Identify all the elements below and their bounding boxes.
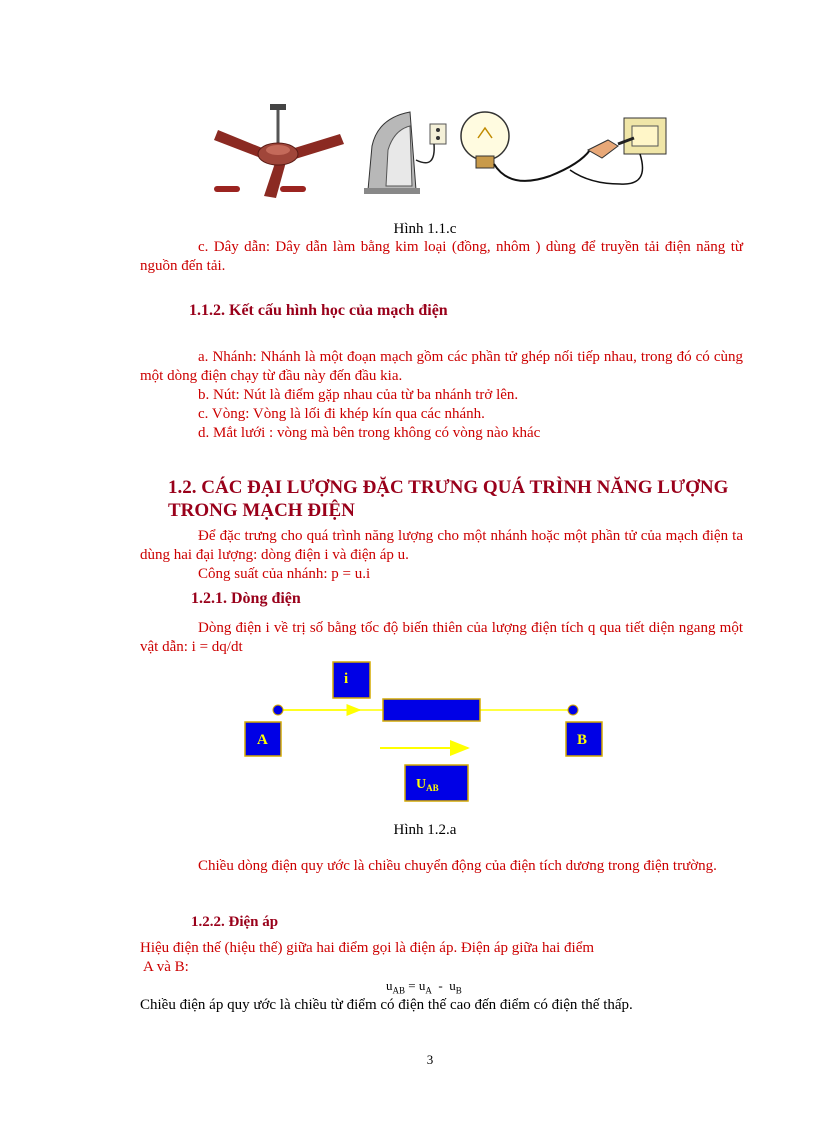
node-a-label: A (257, 732, 268, 748)
formula-sub-a: A (425, 985, 432, 996)
section-1-2-title-line1: 1.2. CÁC ĐẠI LƯỢNG ĐẶC TRƯNG QUÁ TRÌNH NĂNG LƯỢNG (168, 477, 729, 498)
formula-minus: - u (431, 978, 456, 993)
current-label-box (333, 662, 370, 698)
section-1-2-1-text: Dòng điện i về trị số bằng tốc độ biến thiên của lượng điện tích q qua tiết diện ngang một vật dẫn: i = dq/dt (140, 620, 743, 655)
current-label: i (344, 671, 349, 687)
section-1-2-1-title: 1.2.1. Dòng điện (191, 590, 301, 607)
section-1-2-intro: Để đặc trưng cho quá trình năng lượng cho một nhánh hoặc một phần tử của mạch điện ta dùng hai đại lượng: dòng điện i và điện áp u. (140, 528, 743, 563)
section-1-2-title-line2: TRONG MẠCH ĐIỆN (168, 500, 355, 521)
voltage-direction-text: Chiều điện áp quy ước là chiều từ điểm có điện thế cao đến điểm có điện thế thấp. (140, 997, 633, 1013)
voltage-label: $U_{AB}$ (416, 777, 439, 793)
ceiling-fan-icon (214, 104, 344, 198)
figure-1-2a-caption: Hình 1.2.a (393, 822, 457, 838)
iron-icon (364, 112, 446, 194)
formula-u1: u (386, 978, 393, 993)
node-b-dot (568, 705, 578, 715)
figure-1-1c-caption: Hình 1.1.c (393, 221, 457, 237)
power-plug-icon (570, 118, 666, 184)
figure-1-2a (240, 658, 610, 806)
node-b-label: B (577, 732, 588, 748)
formula-eq: = u (405, 978, 426, 993)
section-1-1-2-item-d: d. Mắt lưới : vòng mà bên trong không có vòng nào khác (198, 425, 541, 441)
section-1-2-power: Công suất của nhánh: p = u.i (198, 566, 371, 582)
figure-1-1c (210, 100, 670, 200)
section-1-1-2-title: 1.1.2. Kết cấu hình học của mạch điện (189, 302, 448, 319)
formula-sub-ab: AB (392, 985, 406, 996)
formula-sub-b: B (455, 985, 462, 996)
section-1-1-2-item-b: b. Nút: Nút là điểm gặp nhau của từ ba nhánh trở lên. (198, 387, 519, 403)
current-direction-text: Chiều dòng điện quy ước là chiều chuyển động của điện tích dương trong điện trường. (198, 858, 717, 874)
node-a-dot (273, 705, 283, 715)
circuit-element (383, 699, 480, 721)
page-number: 3 (426, 1052, 434, 1067)
voltage-definition-line2: A và B: (143, 959, 189, 975)
section-1-1-2-item-a: a. Nhánh: Nhánh là một đoạn mạch gồm các phần tử ghép nối tiếp nhau, trong đó có cùng một dòng điện chạy từ đầu này đến đầu kia. (140, 349, 743, 384)
section-1-2-2-title: 1.2.2. Điện áp (191, 914, 279, 930)
voltage-definition-line1: Hiệu điện thế (hiệu thế) giữa hai điểm gọi là điện áp. Điện áp giữa hai điểm (140, 940, 595, 956)
section-1-1-2-item-c: c. Vòng: Vòng là lối đi khép kín qua các nhánh. (198, 406, 485, 422)
para-conductor: c. Dây dẫn: Dây dẫn làm bằng kim loại (đồng, nhôm ) dùng để truyền tải điện năng từ nguồn đến tải. (140, 239, 743, 274)
